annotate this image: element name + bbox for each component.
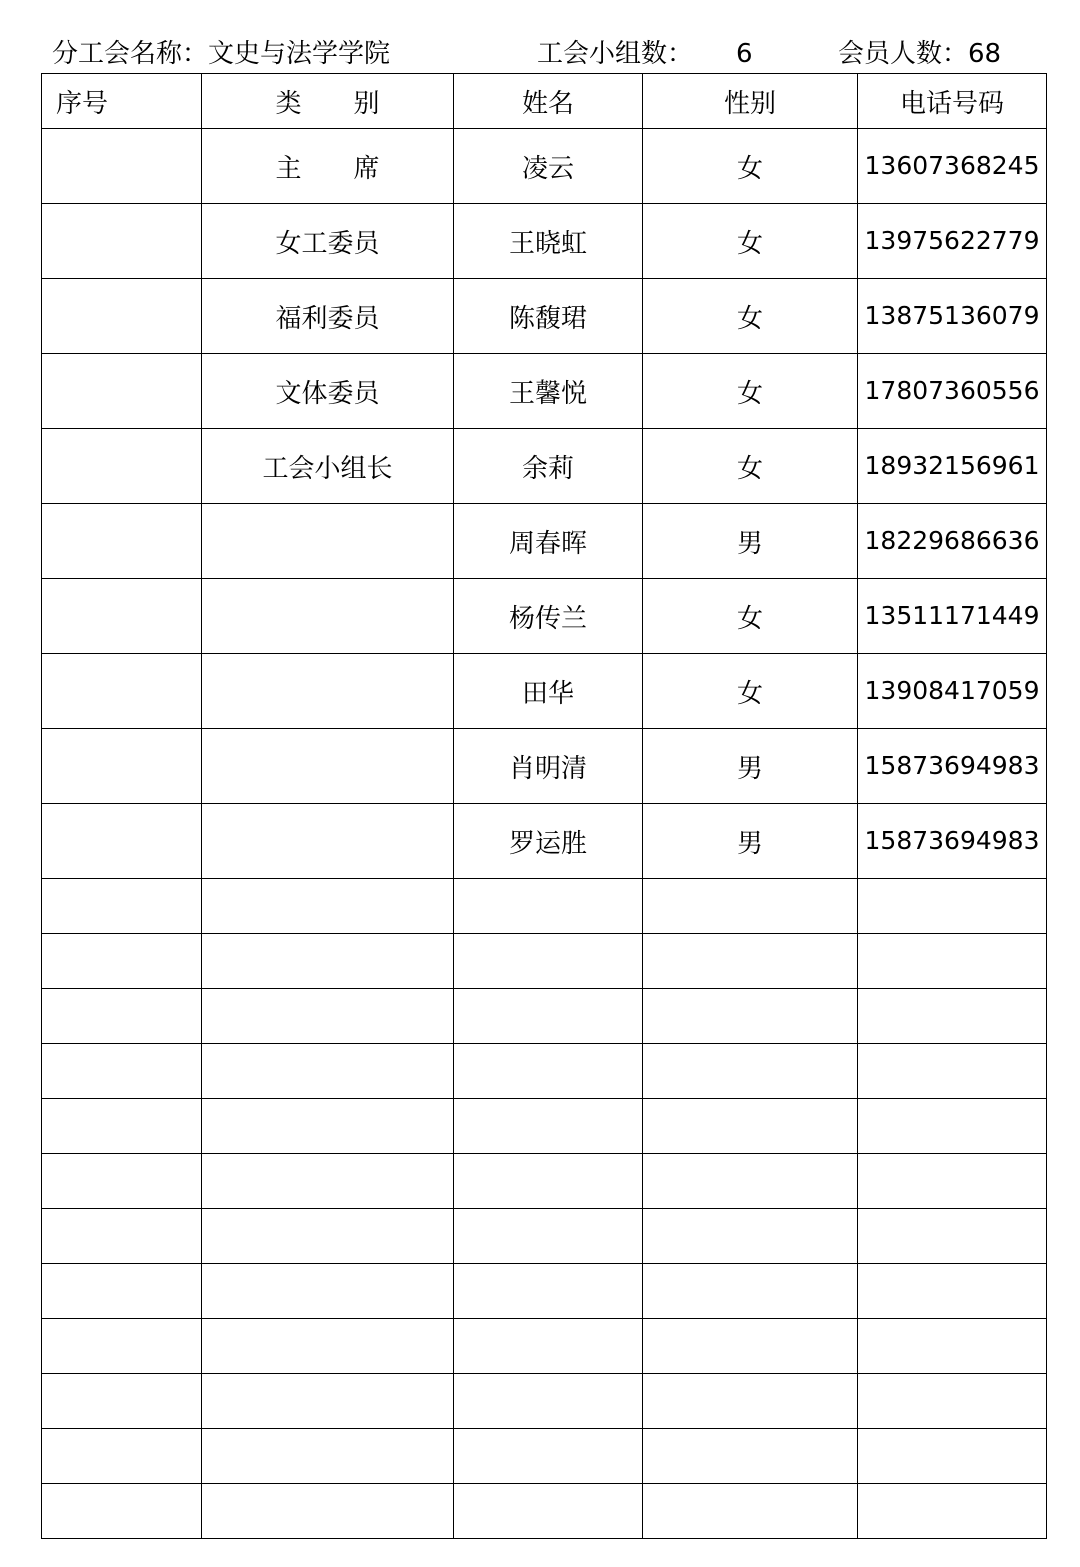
cell-role	[202, 729, 454, 804]
empty-cell	[858, 1044, 1047, 1099]
empty-cell	[202, 934, 454, 989]
empty-cell	[202, 1374, 454, 1429]
empty-cell	[858, 879, 1047, 934]
empty-cell	[202, 879, 454, 934]
cell-name: 罗运胜	[454, 804, 643, 879]
column-header-name: 姓名	[454, 74, 643, 129]
cell-role	[202, 804, 454, 879]
cell-role: 女工委员	[202, 204, 454, 279]
cell-phone: 13875136079	[858, 279, 1047, 354]
empty-cell	[202, 1484, 454, 1539]
cell-seq	[42, 204, 202, 279]
cell-role	[202, 579, 454, 654]
cell-name: 杨传兰	[454, 579, 643, 654]
branch-name-label: 分工会名称：文史与法学学院	[52, 39, 391, 69]
cell-gender: 男	[643, 504, 858, 579]
cell-phone: 18932156961	[858, 429, 1047, 504]
cell-name: 田华	[454, 654, 643, 729]
cell-name: 肖明清	[454, 729, 643, 804]
empty-cell	[858, 1429, 1047, 1484]
cell-name: 余莉	[454, 429, 643, 504]
empty-cell	[202, 1154, 454, 1209]
empty-cell	[454, 1044, 643, 1099]
empty-cell	[643, 1429, 858, 1484]
empty-cell	[454, 1154, 643, 1209]
table-row	[42, 279, 1047, 354]
empty-cell	[42, 1484, 202, 1539]
cell-name: 王馨悦	[454, 354, 643, 429]
empty-cell	[42, 1319, 202, 1374]
empty-cell	[42, 879, 202, 934]
empty-cell	[643, 1484, 858, 1539]
empty-cell	[202, 1319, 454, 1374]
empty-cell	[643, 879, 858, 934]
empty-cell	[454, 1484, 643, 1539]
empty-cell	[643, 1264, 858, 1319]
table-row	[42, 429, 1047, 504]
table-row	[42, 654, 1047, 729]
cell-gender: 男	[643, 729, 858, 804]
empty-cell	[454, 879, 643, 934]
cell-seq	[42, 279, 202, 354]
empty-cell	[454, 1319, 643, 1374]
cell-phone: 18229686636	[858, 504, 1047, 579]
cell-seq	[42, 579, 202, 654]
empty-cell	[454, 934, 643, 989]
cell-seq	[42, 654, 202, 729]
cell-role: 主 席	[202, 129, 454, 204]
empty-cell	[42, 1154, 202, 1209]
cell-gender: 女	[643, 129, 858, 204]
empty-cell	[42, 1429, 202, 1484]
empty-table-row	[42, 879, 1047, 934]
cell-name: 周春晖	[454, 504, 643, 579]
empty-cell	[42, 1209, 202, 1264]
table-row	[42, 204, 1047, 279]
empty-cell	[858, 1484, 1047, 1539]
empty-cell	[643, 1319, 858, 1374]
empty-cell	[42, 1374, 202, 1429]
empty-cell	[858, 1209, 1047, 1264]
empty-cell	[643, 1209, 858, 1264]
empty-table-row	[42, 1374, 1047, 1429]
empty-cell	[202, 1099, 454, 1154]
cell-phone: 13908417059	[858, 654, 1047, 729]
cell-role: 福利委员	[202, 279, 454, 354]
empty-table-row	[42, 1264, 1047, 1319]
table-row	[42, 579, 1047, 654]
cell-seq	[42, 729, 202, 804]
empty-table-row	[42, 1209, 1047, 1264]
empty-cell	[858, 1374, 1047, 1429]
table-row	[42, 354, 1047, 429]
empty-cell	[454, 1429, 643, 1484]
column-header-gender: 性别	[643, 74, 858, 129]
empty-table-row	[42, 1044, 1047, 1099]
cell-phone: 13511171449	[858, 579, 1047, 654]
table-row	[42, 729, 1047, 804]
form-header	[0, 36, 1080, 72]
empty-cell	[643, 1374, 858, 1429]
empty-cell	[858, 1319, 1047, 1374]
empty-cell	[454, 1099, 643, 1154]
empty-cell	[42, 1099, 202, 1154]
column-header-role: 类 别	[202, 74, 454, 129]
table-row	[42, 504, 1047, 579]
union-group-count-label: 工会小组数：	[537, 39, 694, 69]
empty-table-row	[42, 1319, 1047, 1374]
cell-seq	[42, 429, 202, 504]
cell-seq	[42, 804, 202, 879]
table-row	[42, 804, 1047, 879]
cell-gender: 女	[643, 579, 858, 654]
table-row	[42, 129, 1047, 204]
cell-gender: 男	[643, 804, 858, 879]
empty-cell	[42, 1264, 202, 1319]
cell-seq	[42, 354, 202, 429]
empty-cell	[643, 934, 858, 989]
cell-name: 王晓虹	[454, 204, 643, 279]
cell-phone: 17807360556	[858, 354, 1047, 429]
empty-cell	[858, 1154, 1047, 1209]
cell-gender: 女	[643, 654, 858, 729]
empty-cell	[454, 989, 643, 1044]
empty-cell	[858, 1264, 1047, 1319]
cell-phone: 15873694983	[858, 729, 1047, 804]
empty-table-row	[42, 989, 1047, 1044]
empty-cell	[202, 1264, 454, 1319]
cell-gender: 女	[643, 354, 858, 429]
empty-cell	[858, 1099, 1047, 1154]
member-roster-table	[41, 73, 1047, 1539]
cell-role	[202, 654, 454, 729]
empty-cell	[643, 1154, 858, 1209]
column-header-phone: 电话号码	[858, 74, 1047, 129]
empty-table-row	[42, 1484, 1047, 1539]
cell-name: 陈馥珺	[454, 279, 643, 354]
empty-table-row	[42, 1429, 1047, 1484]
empty-cell	[202, 989, 454, 1044]
cell-gender: 女	[643, 429, 858, 504]
empty-cell	[202, 1044, 454, 1099]
cell-name: 凌云	[454, 129, 643, 204]
empty-cell	[643, 1099, 858, 1154]
empty-table-row	[42, 1099, 1047, 1154]
empty-cell	[858, 989, 1047, 1044]
empty-cell	[858, 934, 1047, 989]
column-header-seq: 序号	[42, 74, 202, 129]
empty-cell	[42, 934, 202, 989]
cell-role	[202, 504, 454, 579]
cell-role: 文体委员	[202, 354, 454, 429]
cell-phone: 13607368245	[858, 129, 1047, 204]
empty-cell	[454, 1374, 643, 1429]
cell-gender: 女	[643, 204, 858, 279]
cell-seq	[42, 129, 202, 204]
table-header-row	[42, 74, 1047, 129]
empty-cell	[42, 989, 202, 1044]
cell-phone: 13975622779	[858, 204, 1047, 279]
empty-table-row	[42, 1154, 1047, 1209]
empty-cell	[202, 1209, 454, 1264]
cell-role: 工会小组长	[202, 429, 454, 504]
empty-cell	[454, 1264, 643, 1319]
cell-gender: 女	[643, 279, 858, 354]
empty-cell	[202, 1429, 454, 1484]
union-group-count-value: 6	[736, 39, 753, 69]
member-count-label: 会员人数：68	[838, 39, 1002, 69]
empty-cell	[643, 1044, 858, 1099]
empty-table-row	[42, 934, 1047, 989]
empty-cell	[643, 989, 858, 1044]
empty-cell	[42, 1044, 202, 1099]
cell-seq	[42, 504, 202, 579]
cell-phone: 15873694983	[858, 804, 1047, 879]
empty-cell	[454, 1209, 643, 1264]
